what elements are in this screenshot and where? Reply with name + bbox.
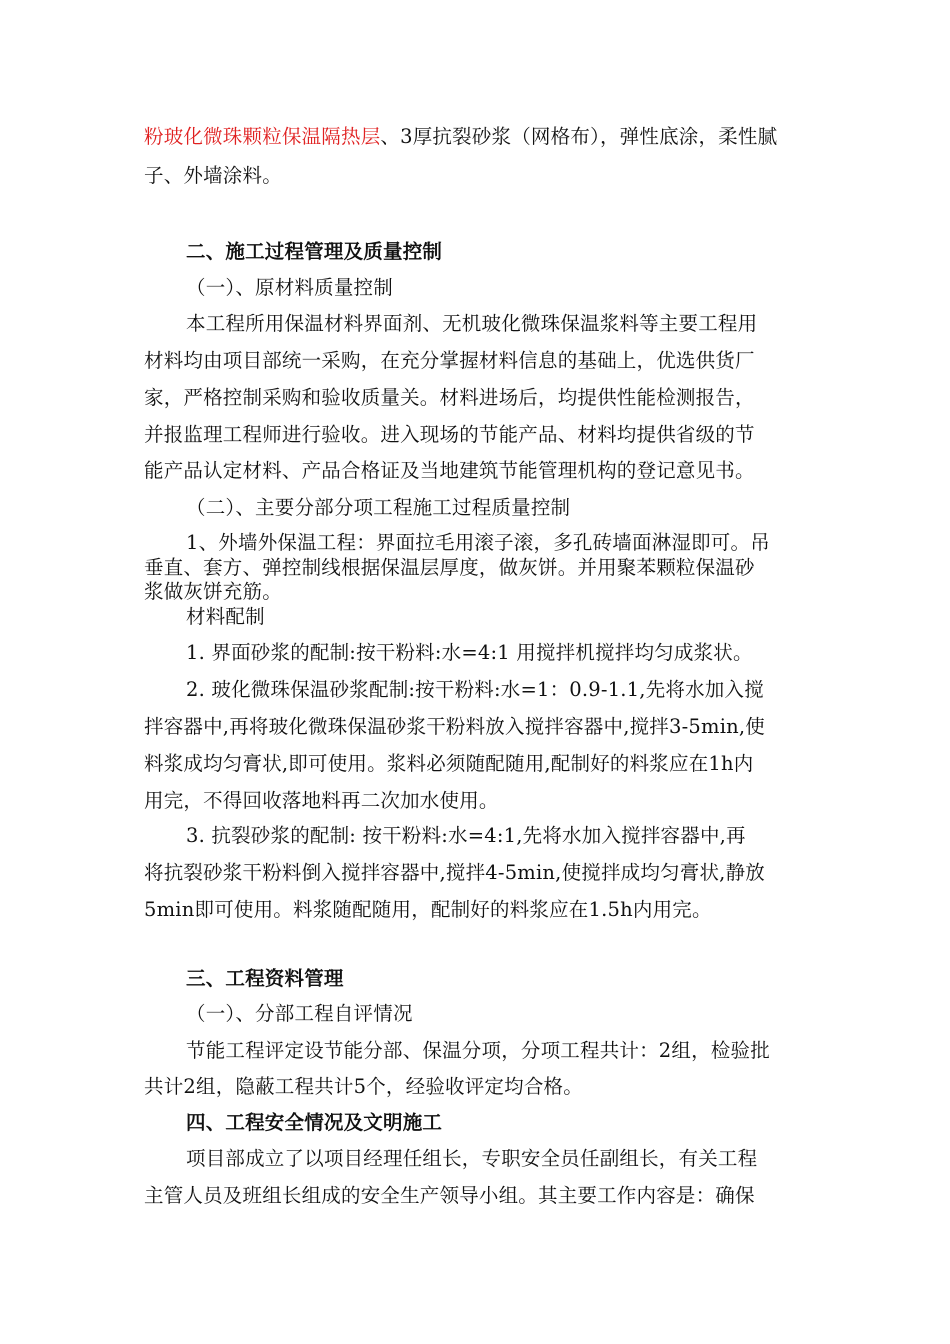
paragraph-line: 5min即可使用。料浆随配随用，配制好的料浆应在1.5h内用完。: [144, 898, 712, 921]
paragraph-line: 共计2组，隐蔽工程共计5个，经验收评定均合格。: [144, 1075, 583, 1098]
paragraph-line: 垂直、套方、弹控制线根据保温层厚度，做灰饼。并用聚苯颗粒保温砂: [144, 556, 755, 579]
subsection-heading: （二）、主要分部分项工程施工过程质量控制: [186, 496, 571, 519]
paragraph-line: 将抗裂砂浆干粉料倒入搅拌容器中,搅拌4-5min,使搅拌成均匀膏状,静放: [144, 861, 765, 884]
section-heading-4: 四、工程安全情况及文明施工: [186, 1111, 443, 1134]
paragraph-line: 能产品认定材料、产品合格证及当地建筑节能管理机构的登记意见书。: [144, 459, 755, 482]
paragraph-line: 主管人员及班组长组成的安全生产领导小组。其主要工作内容是：确保: [144, 1184, 755, 1207]
paragraph-line: 2. 玻化微珠保温砂浆配制:按干粉料:水=1：0.9-1.1,先将水加入搅: [186, 678, 764, 701]
text-segment: 、3厚抗裂砂浆（网格布），弹性底涂，柔性腻: [380, 125, 778, 148]
highlighted-text: 粉玻化微珠颗粒保温隔热层: [144, 125, 381, 148]
subsection-heading: （一）、分部工程自评情况: [186, 1002, 413, 1025]
subsection-heading: （一）、原材料质量控制: [186, 276, 393, 299]
paragraph-line: 项目部成立了以项目经理任组长，专职安全员任副组长，有关工程: [186, 1147, 758, 1170]
paragraph-line: 1. 界面砂浆的配制:按干粉料:水=4:1 用搅拌机搅拌均匀成浆状。: [186, 641, 753, 664]
paragraph-line: 家，严格控制采购和验收质量关。材料进场后，均提供性能检测报告，: [144, 386, 755, 409]
paragraph-line: 材料配制: [186, 605, 265, 628]
section-heading-3: 三、工程资料管理: [186, 967, 344, 990]
paragraph-line: 浆做灰饼充筋。: [144, 580, 282, 603]
paragraph-line: 用完，不得回收落地料再二次加水使用。: [144, 789, 499, 812]
paragraph-line: 拌容器中,再将玻化微珠保温砂浆干粉料放入搅拌容器中,搅拌3-5min,使: [144, 715, 765, 738]
paragraph-line: 本工程所用保温材料界面剂、无机玻化微珠保温浆料等主要工程用: [186, 312, 758, 335]
paragraph-line: 节能工程评定设节能分部、保温分项，分项工程共计：2组，检验批: [186, 1039, 770, 1062]
paragraph-line: 子、外墙涂料。: [144, 164, 282, 187]
paragraph-line: [144, 125, 777, 149]
paragraph-line: 1、外墙外保温工程：界面拉毛用滚子滚，多孔砖墙面淋湿即可。吊: [186, 531, 770, 554]
paragraph-line: 3. 抗裂砂浆的配制: 按干粉料:水=4:1,先将水加入搅拌容器中,再: [186, 824, 746, 847]
section-heading-2: 二、施工过程管理及质量控制: [186, 240, 443, 263]
paragraph-line: 料浆成均匀膏状,即可使用。浆料必须随配随用,配制好的料浆应在1h内: [144, 752, 754, 775]
paragraph-line: 材料均由项目部统一采购，在充分掌握材料信息的基础上，优选供货厂: [144, 349, 755, 372]
paragraph-line: 并报监理工程师进行验收。进入现场的节能产品、材料均提供省级的节: [144, 423, 755, 446]
